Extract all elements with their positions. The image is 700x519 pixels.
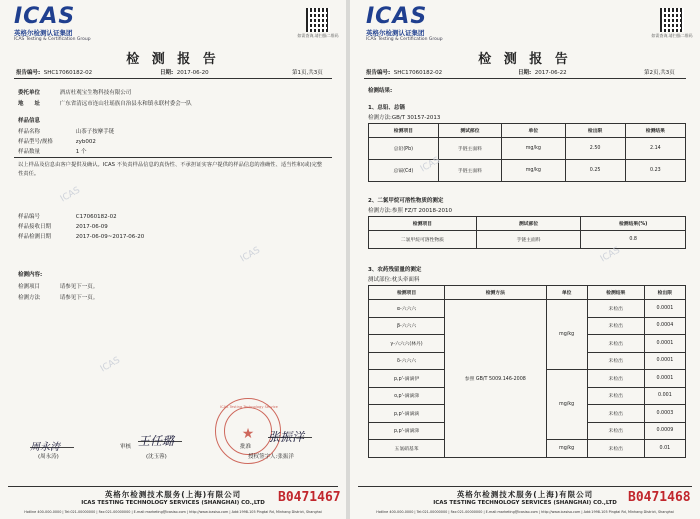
table-cell: o,p'-滴滴涕	[369, 387, 445, 405]
sample-name-row: 样品名称 山茶子按摩手链	[18, 129, 115, 135]
table-header-cell: 检测方法	[445, 286, 546, 300]
table-cell: 未检出	[587, 335, 644, 353]
table-cell: 0.001	[644, 387, 685, 405]
icas-logo	[14, 6, 91, 42]
footer-divider	[358, 486, 692, 487]
approver-signature: 张振洋	[268, 428, 312, 438]
table-cell: p,p'-滴滴伊	[369, 370, 445, 388]
table-cell: 手链主面料	[476, 231, 581, 249]
footer-address: Hotline 400-000-0000 | Tel:021-00000000 | Fax:021-00000000 | E-mail:marketing@icasiso.com | http://www.icasiso.com | Add:1998-105 Pingtai Rd, Minhang District, Shanghai	[24, 510, 322, 514]
report-number: 报告编号: SHC17060182-02	[16, 70, 93, 76]
sample-no-row: 样品编号 C17060182-02	[18, 214, 117, 220]
report-page-2	[350, 0, 700, 519]
table-header-cell: 测试部位	[476, 217, 581, 231]
watermark-text: ICAS	[598, 245, 622, 265]
table-row	[369, 138, 686, 160]
table-header-cell: 检测结果	[625, 124, 685, 138]
test-content-title: 检测内容:	[18, 272, 43, 278]
table-cell: 未检出	[587, 405, 644, 423]
table-header-cell: 单位	[546, 286, 587, 300]
footer-company-cn: 英格尔检测技术服务(上海)有限公司	[104, 490, 242, 499]
table-row	[369, 231, 686, 249]
footer-company-en: ICAS TESTING TECHNOLOGY SERVICES (SHANGHAI) CO.,LTD	[433, 500, 617, 506]
table-cell: 总铅(Pb)	[369, 138, 439, 160]
table-cell: p,p'-滴滴滴	[369, 405, 445, 423]
table-cell: 0.0004	[644, 317, 685, 335]
footer-divider	[8, 486, 338, 487]
sample-qty-row: 样品数量 1 个	[18, 149, 87, 155]
page-title: 检 测 报 告	[126, 52, 220, 67]
table-cell: γ-六六六(林丹)	[369, 335, 445, 353]
section-3-part: 测试部位:枕头牵面料	[368, 277, 420, 283]
table-cell: 0.25	[565, 160, 625, 182]
table-cell: 手链主面料	[438, 160, 501, 182]
header-divider	[364, 78, 686, 79]
logo-en-name: ICAS Testing & Certification Group	[366, 37, 443, 42]
section-2-method: 检测方法:参照 FZ/T 20018-2010	[368, 208, 452, 214]
table-cell: 0.01	[644, 440, 685, 458]
qr-code-icon	[306, 8, 330, 32]
table-header-cell: 检测项目	[369, 286, 445, 300]
table-cell: 总镉(Cd)	[369, 160, 439, 182]
table-header-cell: 检测项目	[369, 217, 477, 231]
report-number: 报告编号: SHC17060182-02	[366, 70, 443, 76]
sample-model-row: 样品型号/规格 zyb002	[18, 139, 96, 145]
table-cell: 0.0001	[644, 335, 685, 353]
table-header-cell: 检测结果(%)	[581, 217, 686, 231]
page-title: 检 测 报 告	[478, 52, 572, 67]
table-cell: 未检出	[587, 387, 644, 405]
table-cell: 二氯甲烷可溶性物质	[369, 231, 477, 249]
serial-number: B0471468	[628, 490, 691, 505]
disclaimer-text: 以上样品及信息由客户提供及确认。ICAS 不负责样品信息的真伪性、不承担证实客户提供的样品信息的准确性、适当性和(或)完整性责任。	[18, 162, 323, 177]
sample-info-title: 样品信息	[18, 118, 41, 124]
address-row: 地 址 广东省清远市连山壮瑶族自治县永和镇永联村委会一队	[18, 101, 192, 107]
section-1-title: 1、总铅、总镉	[368, 105, 405, 111]
report-date: 日期: 2017-06-22	[518, 70, 567, 76]
table-row	[369, 160, 686, 182]
client-row: 委托单位 酒店杜观宝生物科技有限公司	[18, 90, 132, 96]
results-title: 检测结果:	[368, 88, 393, 94]
table-header-cell: 单位	[502, 124, 565, 138]
logo-text: ICAS	[14, 4, 76, 29]
section-3-title: 3、农药残留量的测定	[368, 267, 422, 273]
company-seal-stamp: ★ ICAS Testing Technology Service	[215, 398, 281, 464]
table-cell: 0.0001	[644, 300, 685, 318]
table-cell: 0.0009	[644, 422, 685, 440]
qr-caption: 如需查询,请扫描二维码	[297, 33, 339, 38]
watermark-text: ICAS	[98, 355, 122, 375]
report-date: 日期: 2017-06-20	[160, 70, 209, 76]
table-cell: mg/kg	[502, 138, 565, 160]
table-cell: p,p'-滴滴涕	[369, 422, 445, 440]
table-cell: β-六六六	[369, 317, 445, 335]
table-cell: 未检出	[587, 440, 644, 458]
table-cell: mg/kg	[546, 440, 587, 458]
table-cell: 0.8	[581, 231, 686, 249]
table-header-cell: 检测项目	[369, 124, 439, 138]
table-cell: 0.0001	[644, 370, 685, 388]
qr-caption: 如需查询,请扫描二维码	[651, 33, 693, 38]
table-cell: α-六六六	[369, 300, 445, 318]
receive-date-row: 样品接收日期 2017-06-09	[18, 224, 108, 230]
table-cell: 手链主面料	[438, 138, 501, 160]
section-1-table	[368, 123, 686, 182]
qr-code-icon	[660, 8, 684, 32]
table-cell: 未检出	[587, 422, 644, 440]
footer-company-cn: 英格尔检测技术服务(上海)有限公司	[456, 490, 594, 499]
table-cell: 2.14	[625, 138, 685, 160]
test-item-row: 检测项目 请参见下一页。	[18, 284, 99, 290]
table-header-cell: 测试部位	[438, 124, 501, 138]
page-info: 第2页,共3页	[644, 70, 675, 76]
serial-number: B0471467	[278, 490, 341, 505]
table-cell: 未检出	[587, 317, 644, 335]
table-cell: 未检出	[587, 352, 644, 370]
table-cell: 参照 GB/T 5009.146-2008	[445, 300, 546, 458]
footer-address: Hotline 400-000-0000 | Tel:021-00000000 | Fax:021-00000000 | E-mail:marketing@icasiso.com | http://www.icasiso.com | Add:1998-105 Pingtai Rd, Minhang District, Shanghai	[376, 510, 674, 514]
logo-cn-name: 英格尔检测认证集团	[14, 29, 73, 37]
footer-company-en: ICAS TESTING TECHNOLOGY SERVICES (SHANGHAI) CO.,LTD	[81, 500, 265, 506]
test-method-row: 检测方法 请参见下一页。	[18, 295, 99, 301]
table-cell: mg/kg	[502, 160, 565, 182]
tester-signature: 周永涛	[30, 438, 74, 448]
table-cell: 未检出	[587, 300, 644, 318]
test-period-row: 样品检测日期 2017-06-09~2017-06-20	[18, 234, 145, 240]
logo-text: ICAS	[366, 4, 428, 29]
table-cell: 未检出	[587, 370, 644, 388]
table-cell: δ-六六六	[369, 352, 445, 370]
table-header-cell: 检出限	[565, 124, 625, 138]
sample-divider	[14, 157, 332, 158]
table-cell: 0.0003	[644, 405, 685, 423]
logo-cn-name: 英格尔检测认证集团	[366, 29, 425, 37]
reviewer-name: (沈玉蓉)	[146, 454, 167, 460]
icas-logo	[366, 6, 443, 42]
header-divider	[14, 78, 332, 79]
approver-name: 授权签字人:张振洋	[248, 454, 294, 460]
table-header-cell: 检测结果	[587, 286, 644, 300]
table-cell: mg/kg	[546, 300, 587, 370]
tester-name: (周永涛)	[38, 454, 59, 460]
table-header-cell: 检出限	[644, 286, 685, 300]
reviewer-signature: 王任璐	[138, 432, 182, 442]
section-2-title: 2、二氯甲烷可溶性物质的测定	[368, 198, 444, 204]
watermark-text: ICAS	[238, 245, 262, 265]
table-row	[369, 300, 686, 318]
section-1-method: 检测方法:GB/T 30157-2013	[368, 115, 441, 121]
page-info: 第1页,共3页	[292, 70, 323, 76]
table-cell: mg/kg	[546, 370, 587, 440]
table-cell: 0.23	[625, 160, 685, 182]
section-3-table	[368, 285, 686, 458]
table-cell: 五氯硝基苯	[369, 440, 445, 458]
approver-label: 批准	[240, 444, 252, 450]
table-cell: 0.0001	[644, 352, 685, 370]
logo-en-name: ICAS Testing & Certification Group	[14, 37, 91, 42]
table-cell: 2.50	[565, 138, 625, 160]
watermark-text: ICAS	[58, 185, 82, 205]
section-2-table	[368, 216, 686, 249]
report-page-1	[0, 0, 346, 519]
reviewer-label: 审核	[120, 444, 132, 450]
watermark-text: ICAS	[418, 155, 442, 175]
